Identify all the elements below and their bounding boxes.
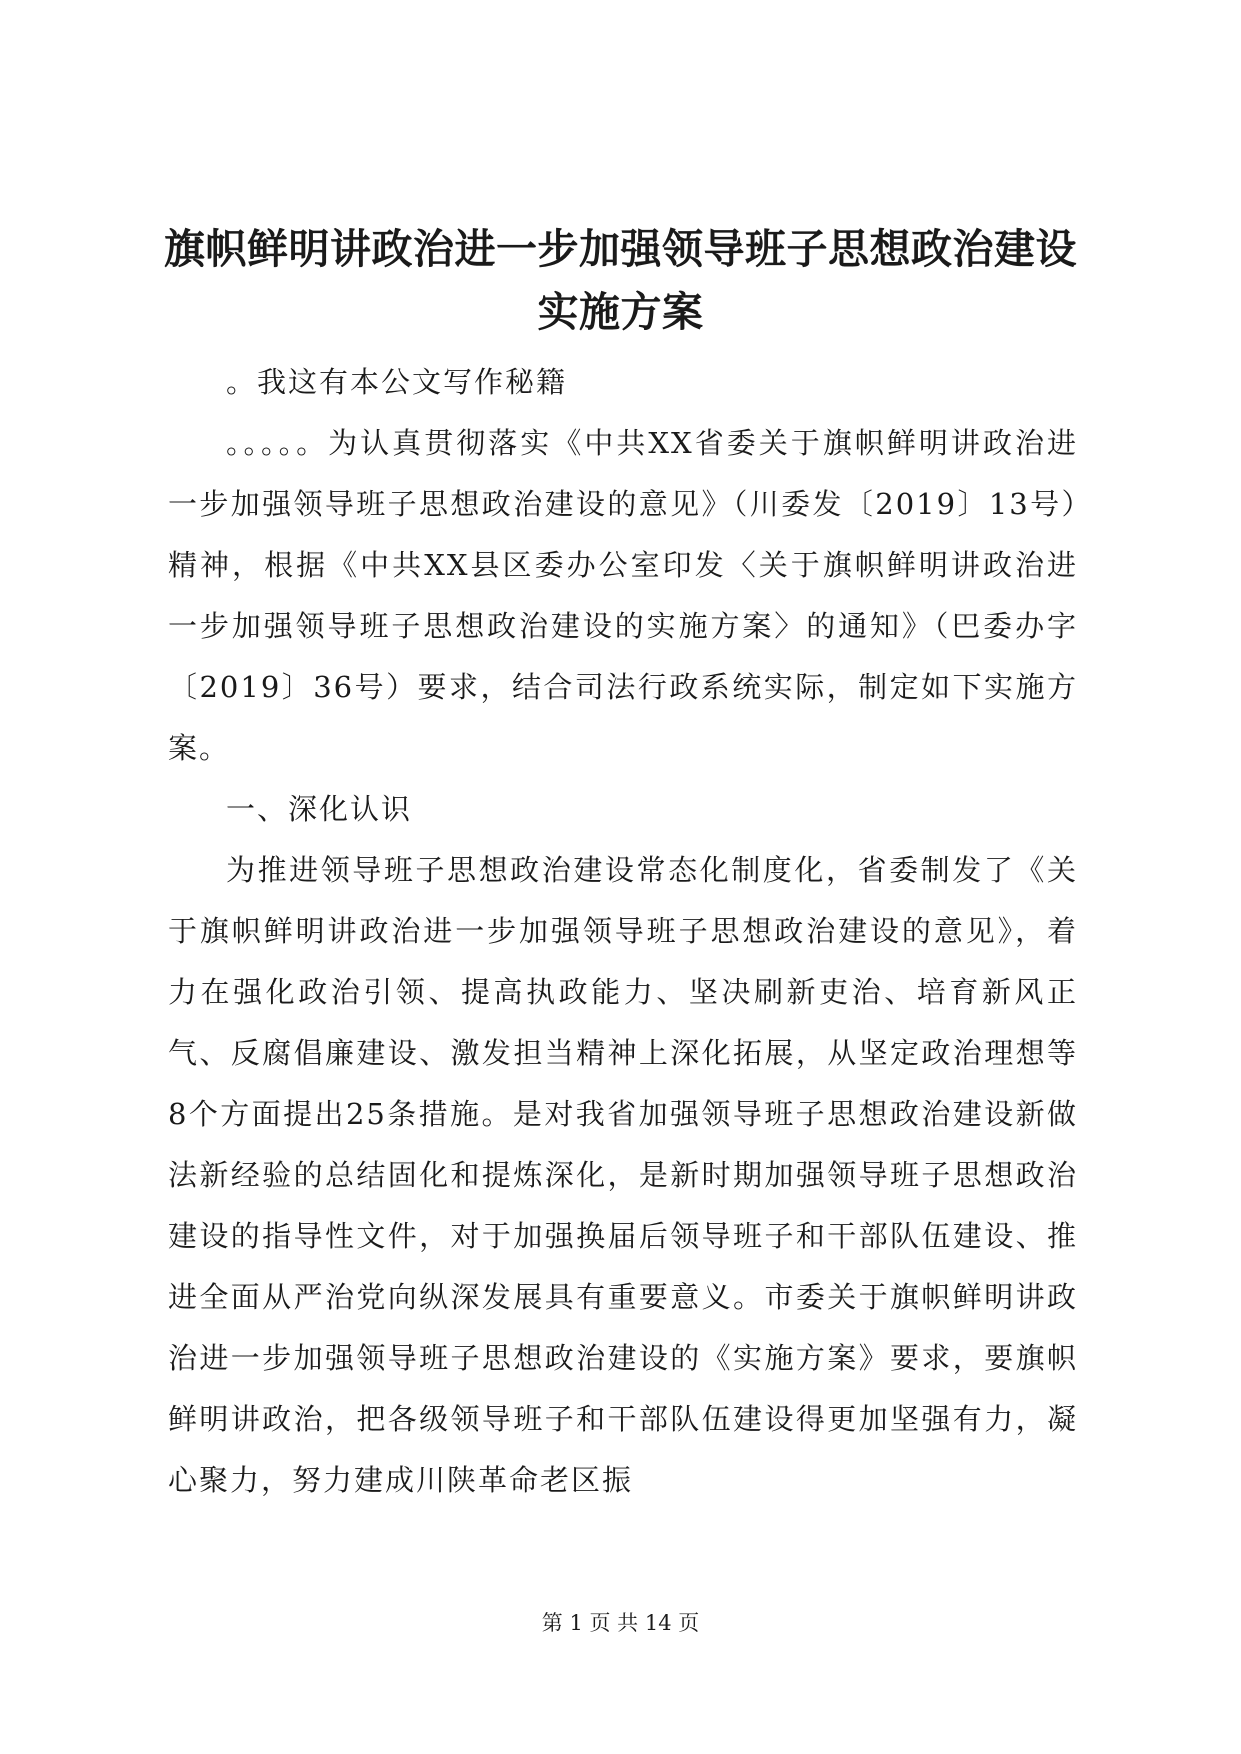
section-heading-deepen-understanding: 一、深化认识: [226, 792, 413, 826]
document-body: [168, 352, 1078, 1511]
document-title: 旗帜鲜明讲政治进一步加强领导班子思想政治建设实施方案: [164, 225, 1077, 336]
paragraph-preamble: 。。。。。为认真贯彻落实《中共XX省委关于旗帜鲜明讲政治进一步加强领导班子思想政治建设的意见》（川委发〔2019〕13号）精神，根据《中共XX县区委办公室印发〈关于旗帜鲜明讲政治进一步加强领导班子思想政治建设的实施方案〉的通知》（巴委办字〔2019〕36号）要求，结合司法行政系统实际，制定如下实施方案。: [168, 426, 1078, 765]
paragraph-intro-note: 。我这有本公文写作秘籍: [226, 365, 568, 399]
page-number-indicator: 第 1 页 共 14 页: [541, 1611, 700, 1635]
paragraph-section-one: 为推进领导班子思想政治建设常态化制度化，省委制发了《关于旗帜鲜明讲政治进一步加强领导班子思想政治建设的意见》，着力在强化政治引领、提高执政能力、坚决刷新吏治、培育新风正气、反腐倡廉建设、激发担当精神上深化拓展，从坚定政治理想等8个方面提出25条措施。是对我省加强领导班子思想政治建设新做法新经验的总结固化和提炼深化，是新时期加强领导班子思想政治建设的指导性文件，对于加强换届后领导班子和干部队伍建设、推进全面从严治党向纵深发展具有重要意义。市委关于旗帜鲜明讲政治进一步加强领导班子思想政治建设的《实施方案》要求，要旗帜鲜明讲政治，把各级领导班子和干部队伍建设得更加坚强有力，凝心聚力，努力建成川陕革命老区振: [168, 853, 1078, 1497]
